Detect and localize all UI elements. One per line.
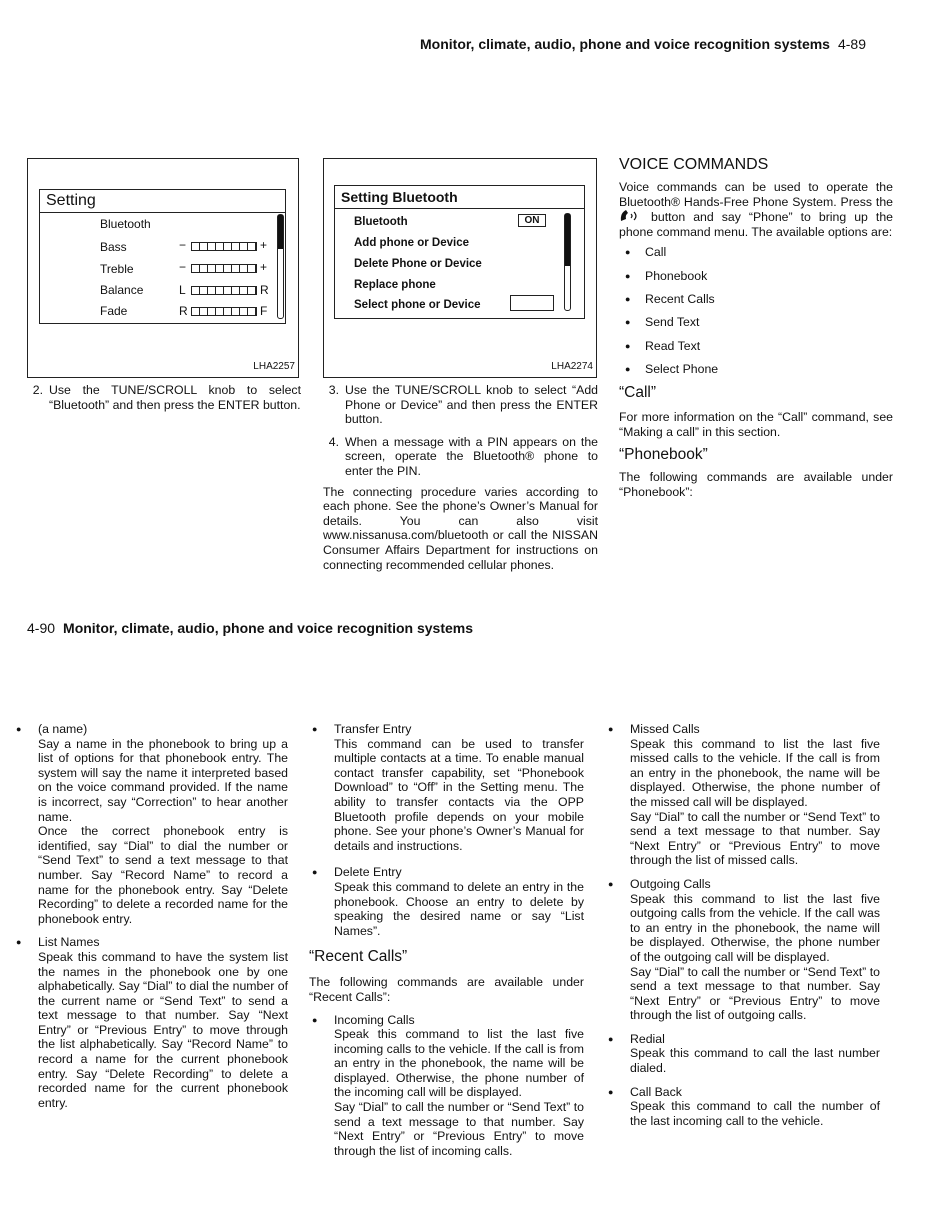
phonebook-commands-col1 bbox=[16, 722, 288, 1119]
entry-title: Delete Entry bbox=[334, 865, 402, 880]
bullet-icon: ● bbox=[16, 937, 22, 948]
fade-left: R bbox=[179, 304, 188, 318]
bluetooth-screen bbox=[334, 185, 585, 319]
scrollbar-thumb bbox=[565, 214, 570, 266]
menu-item-treble: Treble bbox=[100, 262, 134, 276]
steps-column bbox=[323, 383, 598, 577]
entry-body: Speak this command to call the number of the last incoming call to the vehicle. bbox=[630, 1099, 880, 1128]
figure-code: LHA2274 bbox=[551, 361, 593, 373]
list-item: ● Select Phone bbox=[619, 362, 893, 377]
menu-item-delete-phone: Delete Phone or Device bbox=[354, 258, 482, 270]
step-2 bbox=[27, 383, 301, 418]
entry-body: Speak this command to have the system list the names in the phonebook one by one alphabetically. Say “Dial” to dial the number of the current name or “Send Text” to send a text message to that number. Say “Next Entry” or “Previous Entry” to move through the list alphabetically. Say “Record Name” to record a name for the current phonebook entry. Say “Delete Recording” to delete a recorded name for the current phonebook entry. bbox=[38, 949, 288, 1110]
bullet-icon: ● bbox=[608, 724, 614, 734]
entry-delete bbox=[312, 865, 584, 938]
entry-outgoing bbox=[608, 876, 880, 1023]
entry-missed bbox=[608, 722, 880, 868]
phone-talk-icon bbox=[619, 209, 643, 223]
treble-slider bbox=[191, 264, 257, 273]
phonebook-heading: “Phonebook” bbox=[619, 446, 708, 464]
menu-item-add-phone: Add phone or Device bbox=[354, 237, 470, 249]
setting-screen bbox=[39, 189, 286, 324]
scrollbar bbox=[277, 214, 284, 319]
step-3 bbox=[323, 383, 598, 427]
entry-body: Speak this command to list the last five outgoing calls from the vehicle. If the call was to an entry in the phonebook, the name will be displayed. Otherwise, the phone number of the outgoing call will be displayed. bbox=[630, 891, 880, 964]
entry-redial bbox=[608, 1031, 880, 1076]
entry-list-names bbox=[16, 935, 288, 1110]
bass-right: + bbox=[260, 238, 268, 252]
connecting-paragraph: The connecting procedure varies according to each phone. See the phone’s Owner’s Manual for details. You can also visit www.nissanusa.com/bluetooth or call the NISSAN Consumer Affairs Department for instructions on connecting recommended cellular phones. bbox=[323, 484, 598, 572]
call-heading: “Call” bbox=[619, 384, 657, 402]
bullet-icon: ● bbox=[312, 724, 318, 734]
menu-item-bluetooth: Bluetooth bbox=[100, 217, 151, 231]
list-item: ● Send Text bbox=[619, 315, 893, 330]
bullet-icon: ● bbox=[16, 724, 22, 734]
page-header-bottom bbox=[27, 621, 473, 636]
menu-item-fade: Fade bbox=[100, 304, 128, 318]
bass-left: − bbox=[179, 238, 187, 252]
bullet-icon: ● bbox=[608, 1086, 614, 1097]
on-badge: ON bbox=[518, 214, 546, 227]
list-item: ● Recent Calls bbox=[619, 292, 893, 307]
entry-title: Call Back bbox=[630, 1084, 682, 1099]
entry-body: Speak this command to delete an entry in the phonebook. Choose an entry to delete by speaking the desired name or say “List Names”. bbox=[334, 879, 584, 938]
step-4 bbox=[323, 435, 598, 479]
figure-code: LHA2257 bbox=[253, 361, 295, 373]
page-number: 4-90 bbox=[27, 620, 56, 636]
step-text: Use the TUNE/SCROLL knob to select “Bluetooth” and then press the ENTER button. bbox=[49, 383, 301, 412]
entry-title: List Names bbox=[38, 935, 100, 950]
entry-title: Missed Calls bbox=[630, 722, 700, 736]
figure-setting-bluetooth bbox=[323, 158, 597, 378]
section-heading: VOICE COMMANDS bbox=[619, 156, 769, 173]
treble-right: + bbox=[260, 260, 268, 274]
menu-item-balance: Balance bbox=[100, 283, 144, 297]
recent-calls-col3 bbox=[608, 722, 880, 1137]
entry-body: Once the correct phonebook entry is identified, say “Dial” to dial the number or “Send Text” to send a text message to that number. Say “Record Name” to record a name for the phonebook entry. Say “Delete Recording” to delete a recorded name for the phonebook entry. bbox=[38, 824, 288, 926]
step-number: 3. bbox=[328, 383, 339, 397]
recent-calls-intro: The following commands are available under “Recent Calls”: bbox=[309, 975, 584, 1004]
entry-call-back bbox=[608, 1084, 880, 1129]
screen-title: Setting bbox=[40, 190, 285, 213]
header-title: Monitor, climate, audio, phone and voice recognition systems bbox=[420, 36, 830, 52]
screen-title: Setting Bluetooth bbox=[335, 186, 584, 209]
figure-setting bbox=[27, 158, 299, 378]
balance-right: R bbox=[260, 283, 269, 297]
phonebook-text: The following commands are available under “Phonebook”: bbox=[619, 470, 893, 499]
entry-transfer bbox=[312, 722, 584, 853]
menu-item-select-phone: Select phone or Device bbox=[354, 299, 481, 311]
entry-body: Speak this command to list the last five incoming calls to the vehicle. If the call is from an entry in the phonebook, the name will be displayed. Otherwise, the phone number of the incoming call will be displayed. bbox=[334, 1027, 584, 1100]
voice-intro bbox=[619, 180, 893, 239]
entry-body: Say “Dial” to call the number or “Send Text” to send a text message to that number. Say “Next Entry” or “Previous Entry” to move through the list of outgoing calls. bbox=[630, 964, 880, 1023]
recent-calls-heading: “Recent Calls” bbox=[309, 948, 408, 966]
entry-body: Say “Dial” to call the number or “Send Text” to send a text message to that number. Say “Next Entry” or “Previous Entry” to move through the list of missed calls. bbox=[630, 809, 880, 868]
entry-body: Say a name in the phonebook to bring up a list of options for that phonebook entry. The system will say the name it interpreted based on the voice command provided. If the name is incorrect, say “Correction” to hear another name. bbox=[38, 736, 288, 824]
entry-body: Speak this command to list the last five missed calls to the vehicle. If the call is from an entry in the phonebook, the name will be displayed. Otherwise, the phone number of the missed call will be displayed. bbox=[630, 736, 880, 809]
bullet-icon: ● bbox=[608, 878, 614, 889]
list-item: ● Call bbox=[619, 245, 893, 260]
menu-item-bass: Bass bbox=[100, 240, 127, 254]
intro-text-b: button and say “Phone” to bring up the phone command menu. The available options are: bbox=[619, 210, 893, 239]
entry-title: Outgoing Calls bbox=[630, 876, 711, 891]
entry-body: Say “Dial” to call the number or “Send Text” to send a text message to that number. Say “Next Entry” or “Previous Entry” to move through the list of incoming calls. bbox=[334, 1100, 584, 1158]
entry-a-name bbox=[16, 722, 288, 926]
call-text: For more information on the “Call” command, see “Making a call” in this section. bbox=[619, 410, 893, 439]
entry-body: Speak this command to call the last number dialed. bbox=[630, 1046, 880, 1076]
step-number: 2. bbox=[32, 383, 43, 397]
entry-title: Incoming Calls bbox=[334, 1012, 415, 1027]
empty-box bbox=[510, 295, 554, 311]
balance-slider bbox=[191, 286, 257, 295]
fade-slider bbox=[191, 307, 257, 316]
step-number: 4. bbox=[328, 434, 339, 449]
entry-incoming bbox=[312, 1012, 584, 1159]
step-text: Use the TUNE/SCROLL knob to select “Add Phone or Device” and then press the ENTER button. bbox=[345, 383, 598, 427]
treble-left: − bbox=[179, 260, 187, 274]
menu-item-bluetooth: Bluetooth bbox=[354, 216, 408, 228]
voice-commands-section bbox=[619, 155, 893, 504]
scrollbar bbox=[564, 213, 571, 311]
list-item: ● Read Text bbox=[619, 339, 893, 354]
header-title: Monitor, climate, audio, phone and voice recognition systems bbox=[63, 620, 473, 636]
entry-body: This command can be used to transfer multiple contacts at a time. To enable manual contact transfer capability, set “Phonebook Download” to “Off” in the Setting menu. The ability to transfer contacts via the OPP Bluetooth profile depends on your mobile phone. See your phone’s Owner’s Manual for details and instructions. bbox=[334, 736, 584, 853]
bullet-icon: ● bbox=[312, 867, 318, 878]
step-text: When a message with a PIN appears on the screen, operate the Bluetooth® phone to enter the PIN. bbox=[345, 434, 598, 478]
page-number: 4-89 bbox=[837, 36, 866, 52]
bullet-icon: ● bbox=[608, 1033, 614, 1044]
bullet-icon: ● bbox=[312, 1014, 318, 1025]
menu-item-replace-phone: Replace phone bbox=[354, 279, 436, 291]
list-item: ● Phonebook bbox=[619, 269, 893, 284]
fade-right: F bbox=[260, 304, 268, 318]
entry-title: Transfer Entry bbox=[334, 722, 412, 736]
entry-title: (a name) bbox=[38, 722, 88, 736]
entry-title: Redial bbox=[630, 1031, 665, 1046]
scrollbar-thumb bbox=[278, 215, 283, 249]
phonebook-commands-col2 bbox=[309, 722, 584, 1167]
page-header-top bbox=[420, 37, 866, 52]
voice-options-list bbox=[619, 245, 893, 376]
intro-text-a: Voice commands can be used to operate the Bluetooth® Hands-Free Phone System. Press the bbox=[619, 180, 893, 209]
bass-slider bbox=[191, 242, 257, 251]
balance-left: L bbox=[179, 283, 186, 297]
